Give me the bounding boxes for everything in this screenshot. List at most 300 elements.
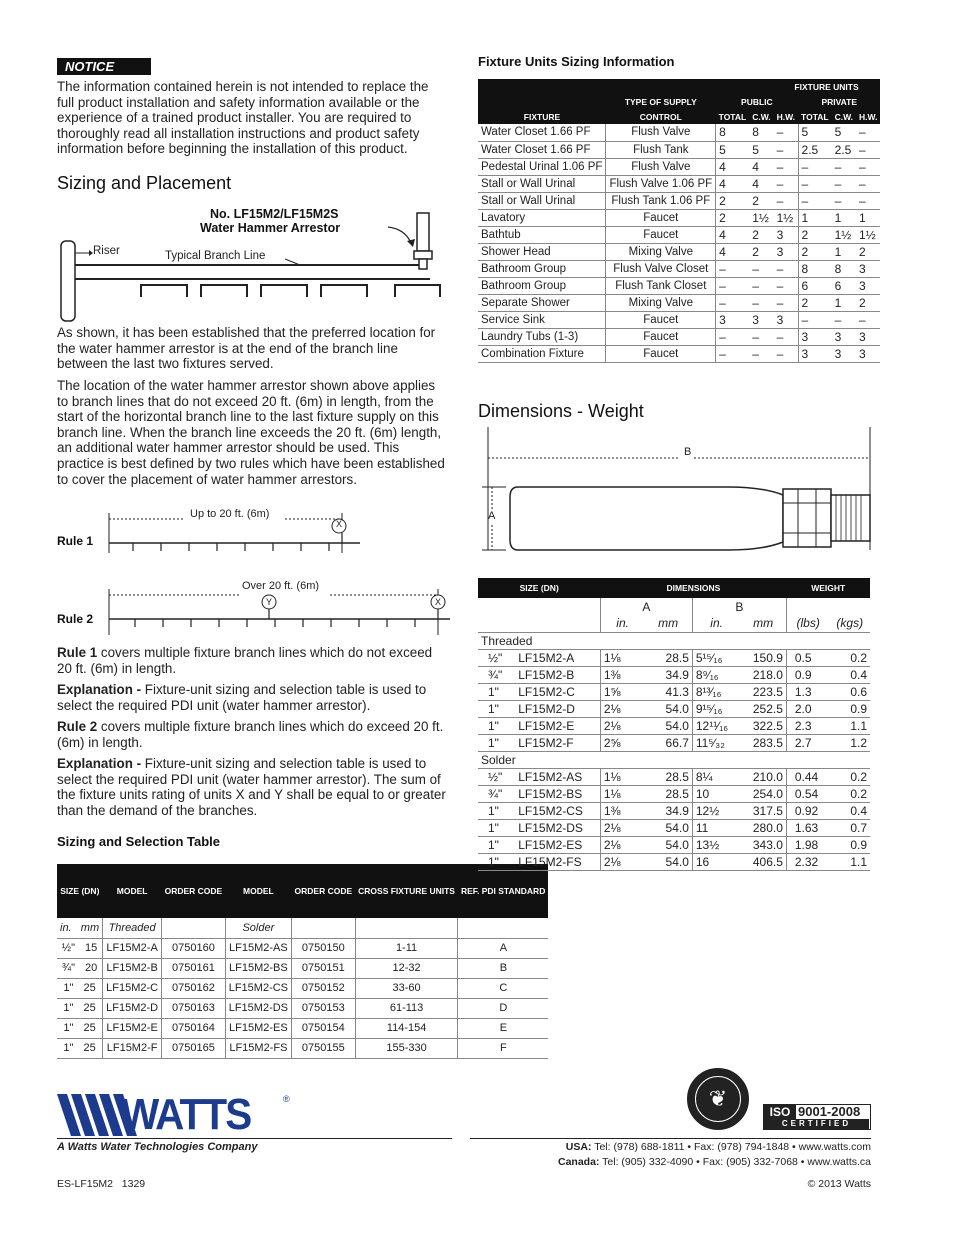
fixture-table xyxy=(478,79,880,363)
dim-weight-lbs: 0.9 xyxy=(786,666,829,683)
notice-label: NOTICE xyxy=(57,58,151,75)
pub-cw: 1½ xyxy=(749,209,773,226)
table-row xyxy=(478,243,880,260)
pub-hw: 1½ xyxy=(774,209,798,226)
fixture-header-row-2 xyxy=(478,94,880,109)
pri-cw: 6 xyxy=(832,277,856,294)
sel-size-mm: 25 xyxy=(83,1022,96,1034)
dim-group-threaded-row xyxy=(478,632,870,649)
fixture-h-total-pri: TOTAL xyxy=(798,109,832,124)
fixture-h-hw-pri: H.W. xyxy=(856,109,880,124)
fixture-name: Water Closet 1.66 PF xyxy=(478,141,606,158)
dim-unit-kgs: (kgs) xyxy=(830,615,870,632)
sel-model-threaded: LF15M2-B xyxy=(103,958,162,978)
footer-rule-left xyxy=(57,1138,452,1139)
sel-size-in: ¾" xyxy=(61,962,75,974)
watts-logo-text: WATTS xyxy=(121,1090,251,1139)
pub-cw: 8 xyxy=(749,124,773,141)
fixture-h-cw-pri: C.W. xyxy=(832,109,856,124)
fixture-control: Faucet xyxy=(606,311,716,328)
fixture-name: Pedestal Urinal 1.06 PF xyxy=(478,158,606,175)
dim-b-mm: 254.0 xyxy=(740,785,786,802)
fixture-h-private: PRIVATE xyxy=(798,94,880,109)
dim-unit-a-mm: mm xyxy=(644,615,692,632)
pri-cw: – xyxy=(832,311,856,328)
rule2-label: Rule 2 xyxy=(57,612,94,626)
fixture-name: Bathroom Group xyxy=(478,277,606,294)
sel-sub-solder: Solder xyxy=(225,918,291,938)
table-row xyxy=(478,836,870,853)
pri-cw: 1 xyxy=(832,243,856,260)
pub-hw: 3 xyxy=(774,311,798,328)
dim-sub-a: A xyxy=(600,598,692,615)
pub-hw: – xyxy=(774,175,798,192)
pub-total: 4 xyxy=(716,243,750,260)
dim-weight-kgs: 1.1 xyxy=(830,853,870,870)
sel-size-mm: 20 xyxy=(84,962,98,974)
sel-size-cell xyxy=(57,998,103,1018)
fixture-h-hw-pub: H.W. xyxy=(774,109,798,124)
dim-size: ¾" xyxy=(478,785,510,802)
copyright: © 2013 Watts xyxy=(807,1178,871,1190)
pri-hw: 3 xyxy=(856,260,880,277)
table-row xyxy=(478,226,880,243)
fixture-control: Flush Tank 1.06 PF xyxy=(606,192,716,209)
table-row xyxy=(478,209,880,226)
canada-text: Tel: (905) 332-4090 • Fax: (905) 332-7068 • www.watts.ca xyxy=(599,1156,871,1168)
sel-model-solder: LF15M2-ES xyxy=(225,1018,291,1038)
footer-tagline: A Watts Water Technologies Company xyxy=(57,1141,258,1153)
pub-cw: – xyxy=(749,260,773,277)
dim-b-in: 13½ xyxy=(692,836,740,853)
selection-subheader-row xyxy=(57,918,548,938)
dim-b-mm: 406.5 xyxy=(740,853,786,870)
fixture-name: Stall or Wall Urinal xyxy=(478,175,606,192)
dim-weight-kgs: 0.9 xyxy=(830,836,870,853)
dim-a-in: 1⅜ xyxy=(600,666,644,683)
fixture-name: Service Sink xyxy=(478,311,606,328)
dim-unit-a-in: in. xyxy=(600,615,644,632)
pub-total: – xyxy=(716,260,750,277)
pri-hw: – xyxy=(856,124,880,141)
sel-model-threaded: LF15M2-C xyxy=(103,978,162,998)
pub-cw: 3 xyxy=(749,311,773,328)
dim-weight-lbs: 0.54 xyxy=(786,785,829,802)
pub-cw: – xyxy=(749,294,773,311)
pri-cw: 2.5 xyxy=(832,141,856,158)
dim-b-mm: 343.0 xyxy=(740,836,786,853)
sel-pdi-standard: D xyxy=(458,998,548,1018)
dim-weight-kgs: 0.7 xyxy=(830,819,870,836)
sel-size-mm: 25 xyxy=(83,1002,96,1014)
explanation1 xyxy=(57,682,447,713)
fixture-h-fixture: FIXTURE xyxy=(478,109,606,124)
arrestor-label-1: No. LF15M2/LF15M2S xyxy=(210,207,339,221)
pub-hw: – xyxy=(774,141,798,158)
pub-cw: 4 xyxy=(749,158,773,175)
rule1-dim: Up to 20 ft. (6m) xyxy=(190,508,270,520)
pri-hw: 1 xyxy=(856,209,880,226)
sel-pdi-standard: F xyxy=(458,1038,548,1058)
dim-weight-kgs: 0.2 xyxy=(830,649,870,666)
pub-hw: – xyxy=(774,345,798,362)
table-row xyxy=(478,649,870,666)
sel-cross-units: 12-32 xyxy=(355,958,458,978)
table-row xyxy=(478,768,870,785)
dim-weight-lbs: 2.3 xyxy=(786,717,829,734)
sel-h-size: SIZE (DN) xyxy=(60,886,100,896)
sel-pdi-standard: C xyxy=(458,978,548,998)
sel-model-threaded: LF15M2-A xyxy=(103,938,162,958)
footer-rule-right xyxy=(470,1138,871,1139)
pub-hw: – xyxy=(774,124,798,141)
sel-h-cross: CROSS FIXTURE UNITS xyxy=(358,886,455,896)
dim-weight-lbs: 0.44 xyxy=(786,768,829,785)
table-row xyxy=(478,192,880,209)
table-row xyxy=(478,294,880,311)
dim-b-mm: 252.5 xyxy=(740,700,786,717)
pub-hw: – xyxy=(774,294,798,311)
sel-model-solder: LF15M2-CS xyxy=(225,978,291,998)
usa-text: Tel: (978) 688-1811 • Fax: (978) 794-1848 • www.watts.com xyxy=(591,1141,871,1153)
sel-size-cell xyxy=(57,1018,103,1038)
dim-a-in: 1⅝ xyxy=(600,683,644,700)
dim-weight-lbs: 0.92 xyxy=(786,802,829,819)
sel-sub-in: in. xyxy=(60,921,72,934)
dim-b-in: 8¼ xyxy=(692,768,740,785)
pri-total: 3 xyxy=(798,328,832,345)
dim-size: 1" xyxy=(478,734,510,751)
sel-h-model-s: MODEL xyxy=(243,886,274,896)
dim-a-mm: 54.0 xyxy=(644,836,692,853)
dim-weight-lbs: 1.63 xyxy=(786,819,829,836)
dimensions-table xyxy=(478,578,870,871)
pri-hw: – xyxy=(856,158,880,175)
sel-size-in: 1" xyxy=(63,1002,74,1014)
pri-total: – xyxy=(798,311,832,328)
sel-h-pdi: REF. PDI STANDARD xyxy=(460,886,546,896)
rule2-marker-y: Y xyxy=(265,597,272,607)
dim-weight-lbs: 2.32 xyxy=(786,853,829,870)
sel-order-threaded: 0750161 xyxy=(162,958,226,978)
fixture-h-type: TYPE OF SUPPLY xyxy=(606,94,716,109)
pri-total: 6 xyxy=(798,277,832,294)
fixture-control: Flush Tank Closet xyxy=(606,277,716,294)
pri-hw: 3 xyxy=(856,328,880,345)
fixture-name: Lavatory xyxy=(478,209,606,226)
sel-order-solder: 0750154 xyxy=(292,1018,356,1038)
sel-model-solder: LF15M2-DS xyxy=(225,998,291,1018)
sel-model-threaded: LF15M2-F xyxy=(103,1038,162,1058)
dim-unit-b-in: in. xyxy=(692,615,740,632)
dim-model: LF15M2-ES xyxy=(510,836,600,853)
dim-h-size: SIZE (DN) xyxy=(478,578,600,598)
arrestor-profile-svg xyxy=(478,425,873,555)
dim-a-in: 2⅛ xyxy=(600,700,644,717)
table-row xyxy=(478,345,880,362)
table-row xyxy=(478,802,870,819)
table-row xyxy=(478,124,880,141)
fixture-control: Faucet xyxy=(606,328,716,345)
pri-hw: – xyxy=(856,311,880,328)
dim-weight-lbs: 0.5 xyxy=(786,649,829,666)
selection-table-header xyxy=(57,864,548,918)
table-row xyxy=(478,277,880,294)
rule1-label: Rule 1 xyxy=(57,534,94,548)
table-row xyxy=(478,175,880,192)
pri-cw: – xyxy=(832,192,856,209)
pri-cw: – xyxy=(832,175,856,192)
dim-group-solder: Solder xyxy=(478,751,870,768)
expl2-text: Fixture-unit sizing and selection table is used to select the required PDI unit (water hammer arrestor). The sum of the fixture units rating of units X and Y shall be equal to or greater than the demand of the branches. xyxy=(57,756,446,818)
dim-unit-lbs: (lbs) xyxy=(786,615,829,632)
dim-size: ¾" xyxy=(478,666,510,683)
dim-a-mm: 34.9 xyxy=(644,666,692,683)
dimensions-title: Dimensions - Weight xyxy=(478,401,644,421)
fixture-h-cw-pub: C.W. xyxy=(749,109,773,124)
pri-hw: 2 xyxy=(856,294,880,311)
sel-order-solder: 0750152 xyxy=(292,978,356,998)
pri-cw: 1½ xyxy=(832,226,856,243)
rule2-description xyxy=(57,719,447,750)
dim-model: LF15M2-B xyxy=(510,666,600,683)
selection-table-title: Sizing and Selection Table xyxy=(57,834,221,849)
usa-label: USA: xyxy=(565,1141,592,1153)
pri-cw: 3 xyxy=(832,345,856,362)
fixture-name: Water Closet 1.66 PF xyxy=(478,124,606,141)
pub-total: 8 xyxy=(716,124,750,141)
sel-model-solder: LF15M2-FS xyxy=(225,1038,291,1058)
pri-total: 2 xyxy=(798,226,832,243)
table-row xyxy=(478,683,870,700)
rule2-desc-text: covers multiple fixture branch lines which do exceed 20 ft. (6m) in length. xyxy=(57,719,444,750)
sel-size-in: 1" xyxy=(63,982,74,994)
pri-hw: – xyxy=(856,141,880,158)
fixture-name: Shower Head xyxy=(478,243,606,260)
dim-a-mm: 41.3 xyxy=(644,683,692,700)
fixture-control: Faucet xyxy=(606,209,716,226)
dim-a-in: 1⅛ xyxy=(600,768,644,785)
fixture-h-units: FIXTURE UNITS xyxy=(716,79,881,94)
pub-total: – xyxy=(716,277,750,294)
pub-cw: – xyxy=(749,328,773,345)
sel-pdi-standard: A xyxy=(458,938,548,958)
pub-total: 3 xyxy=(716,311,750,328)
pub-total: 4 xyxy=(716,158,750,175)
pri-total: – xyxy=(798,175,832,192)
dim-sub-b: B xyxy=(692,598,786,615)
sel-pdi-standard: B xyxy=(458,958,548,978)
dim-b-in: 9¹⁵⁄₁₆ xyxy=(692,700,740,717)
canada-label: Canada: xyxy=(558,1156,600,1168)
dim-b-mm: 283.5 xyxy=(740,734,786,751)
pub-total: 2 xyxy=(716,209,750,226)
dim-a-in: 2⅛ xyxy=(600,853,644,870)
pub-cw: 2 xyxy=(749,192,773,209)
registered-mark: ® xyxy=(283,1094,290,1104)
placement-diagram xyxy=(55,205,455,325)
dim-size: 1" xyxy=(478,700,510,717)
rule1-description xyxy=(57,645,447,676)
dim-a-in: 1⅜ xyxy=(600,802,644,819)
table-row xyxy=(478,666,870,683)
sel-cross-units: 33-60 xyxy=(355,978,458,998)
dim-a-mm: 66.7 xyxy=(644,734,692,751)
dim-b-in: 12¹¹⁄₁₆ xyxy=(692,717,740,734)
sizing-placement-title: Sizing and Placement xyxy=(57,173,232,193)
dim-units-row xyxy=(478,615,870,632)
fixture-h-public: PUBLIC xyxy=(716,94,798,109)
fixture-control: Faucet xyxy=(606,226,716,243)
rule2-diagram xyxy=(105,585,455,637)
rule1-marker-x: X xyxy=(335,519,342,529)
pri-cw: 8 xyxy=(832,260,856,277)
pub-total: – xyxy=(716,294,750,311)
dim-a-in: 2⅛ xyxy=(600,836,644,853)
fixture-name: Separate Shower xyxy=(478,294,606,311)
fixture-h-control: CONTROL xyxy=(606,109,716,124)
dim-a-mm: 28.5 xyxy=(644,649,692,666)
pri-cw: 3 xyxy=(832,328,856,345)
pri-total: – xyxy=(798,192,832,209)
sel-order-threaded: 0750160 xyxy=(162,938,226,958)
sel-cross-units: 1-11 xyxy=(355,938,458,958)
sel-size-mm: 15 xyxy=(84,942,98,954)
pub-cw: 4 xyxy=(749,175,773,192)
dimension-drawing xyxy=(478,425,873,555)
sel-cross-units: 61-113 xyxy=(355,998,458,1018)
dim-size: ½" xyxy=(478,768,510,785)
pub-cw: – xyxy=(749,277,773,294)
sel-sub-mm: mm xyxy=(80,921,100,934)
pri-cw: 5 xyxy=(832,124,856,141)
table-row xyxy=(478,311,880,328)
table-row xyxy=(57,1038,548,1058)
explanation2 xyxy=(57,756,447,818)
rule1-desc-text: covers multiple fixture branch lines which do not exceed 20 ft. (6m) in length. xyxy=(57,645,433,676)
expl2-bold: Explanation - xyxy=(57,756,142,771)
fixture-h-total-pub: TOTAL xyxy=(716,109,750,124)
dim-weight-lbs: 2.0 xyxy=(786,700,829,717)
dim-weight-kgs: 0.2 xyxy=(830,768,870,785)
sel-order-solder: 0750150 xyxy=(292,938,356,958)
pri-total: 2 xyxy=(798,294,832,311)
dim-model: LF15M2-C xyxy=(510,683,600,700)
dim-weight-kgs: 0.6 xyxy=(830,683,870,700)
placement-svg xyxy=(55,205,455,325)
table-row xyxy=(478,734,870,751)
dim-group-threaded: Threaded xyxy=(478,632,870,649)
dim-sub-ab-row xyxy=(478,598,870,615)
branch-label: Typical Branch Line xyxy=(165,250,266,262)
dim-model: LF15M2-E xyxy=(510,717,600,734)
dim-weight-kgs: 0.2 xyxy=(830,785,870,802)
pri-total: 2.5 xyxy=(798,141,832,158)
dim-size: 1" xyxy=(478,683,510,700)
pub-total: 2 xyxy=(716,192,750,209)
usa-contact xyxy=(566,1141,871,1153)
pri-hw: 2 xyxy=(856,243,880,260)
pri-hw: 3 xyxy=(856,345,880,362)
iso-certified: CERTIFIED xyxy=(764,1119,869,1129)
pub-hw: – xyxy=(774,277,798,294)
table-row xyxy=(57,958,548,978)
pri-total: 1 xyxy=(798,209,832,226)
table-row xyxy=(57,978,548,998)
table-row xyxy=(478,260,880,277)
dim-model: LF15M2-CS xyxy=(510,802,600,819)
leaf-icon: ❦ xyxy=(695,1076,741,1122)
table-row xyxy=(478,328,880,345)
sel-size-cell xyxy=(57,978,103,998)
pub-hw: – xyxy=(774,328,798,345)
dim-a-mm: 54.0 xyxy=(644,717,692,734)
doc-code: ES-LF15M2 1329 xyxy=(57,1178,146,1190)
fixture-control: Flush Tank xyxy=(606,141,716,158)
dim-b-in: 11⁵⁄₃₂ xyxy=(692,734,740,751)
dim-weight-kgs: 1.2 xyxy=(830,734,870,751)
sel-pdi-standard: E xyxy=(458,1018,548,1038)
pub-hw: – xyxy=(774,192,798,209)
dim-model: LF15M2-FS xyxy=(510,853,600,870)
pri-total: 2 xyxy=(798,243,832,260)
pub-cw: 2 xyxy=(749,226,773,243)
dim-unit-b-mm: mm xyxy=(740,615,786,632)
iso-prefix: ISO xyxy=(764,1105,796,1119)
dim-a-mm: 34.9 xyxy=(644,802,692,819)
pri-hw: – xyxy=(856,192,880,209)
dim-size: 1" xyxy=(478,717,510,734)
sel-cross-units: 114-154 xyxy=(355,1018,458,1038)
pub-total: 4 xyxy=(716,175,750,192)
fixture-control: Flush Valve xyxy=(606,158,716,175)
notice-text: The information contained herein is not intended to replace the full product installation and safety information available or the experience of a trained product installer. You are required to thoroughly read all installation instructions and product safety information before beginning the installation of this product. xyxy=(57,79,429,157)
dim-weight-kgs: 0.4 xyxy=(830,802,870,819)
dim-a-in: 2⅛ xyxy=(600,819,644,836)
fixture-name: Combination Fixture xyxy=(478,345,606,362)
expl1-bold: Explanation - xyxy=(57,682,142,697)
sel-h-order-t: ORDER CODE xyxy=(164,886,223,896)
dim-a-in: 2⅝ xyxy=(600,734,644,751)
fixture-control: Mixing Valve xyxy=(606,243,716,260)
pub-cw: 5 xyxy=(749,141,773,158)
fixture-control: Flush Valve xyxy=(606,124,716,141)
dim-b-mm: 150.9 xyxy=(740,649,786,666)
dim-b-in: 16 xyxy=(692,853,740,870)
dim-a-in: 2⅛ xyxy=(600,717,644,734)
dim-b-mm: 322.5 xyxy=(740,717,786,734)
dim-model: LF15M2-A xyxy=(510,649,600,666)
pri-hw: – xyxy=(856,175,880,192)
riser-label: Riser xyxy=(93,245,120,257)
sel-model-threaded: LF15M2-E xyxy=(103,1018,162,1038)
table-row xyxy=(478,700,870,717)
dim-b-in: 5¹⁵⁄₁₆ xyxy=(692,649,740,666)
iso-badge xyxy=(763,1104,871,1130)
sel-order-threaded: 0750165 xyxy=(162,1038,226,1058)
usgbc-seal xyxy=(687,1068,749,1130)
pub-cw: – xyxy=(749,345,773,362)
fixture-header-row-3 xyxy=(478,109,880,124)
dim-b-in: 11 xyxy=(692,819,740,836)
dim-label-b: B xyxy=(684,446,692,458)
sel-size-in: 1" xyxy=(63,1042,74,1054)
fixture-control: Faucet xyxy=(606,345,716,362)
canada-contact xyxy=(558,1156,871,1168)
table-row xyxy=(478,141,880,158)
dim-b-mm: 280.0 xyxy=(740,819,786,836)
sel-order-solder: 0750153 xyxy=(292,998,356,1018)
